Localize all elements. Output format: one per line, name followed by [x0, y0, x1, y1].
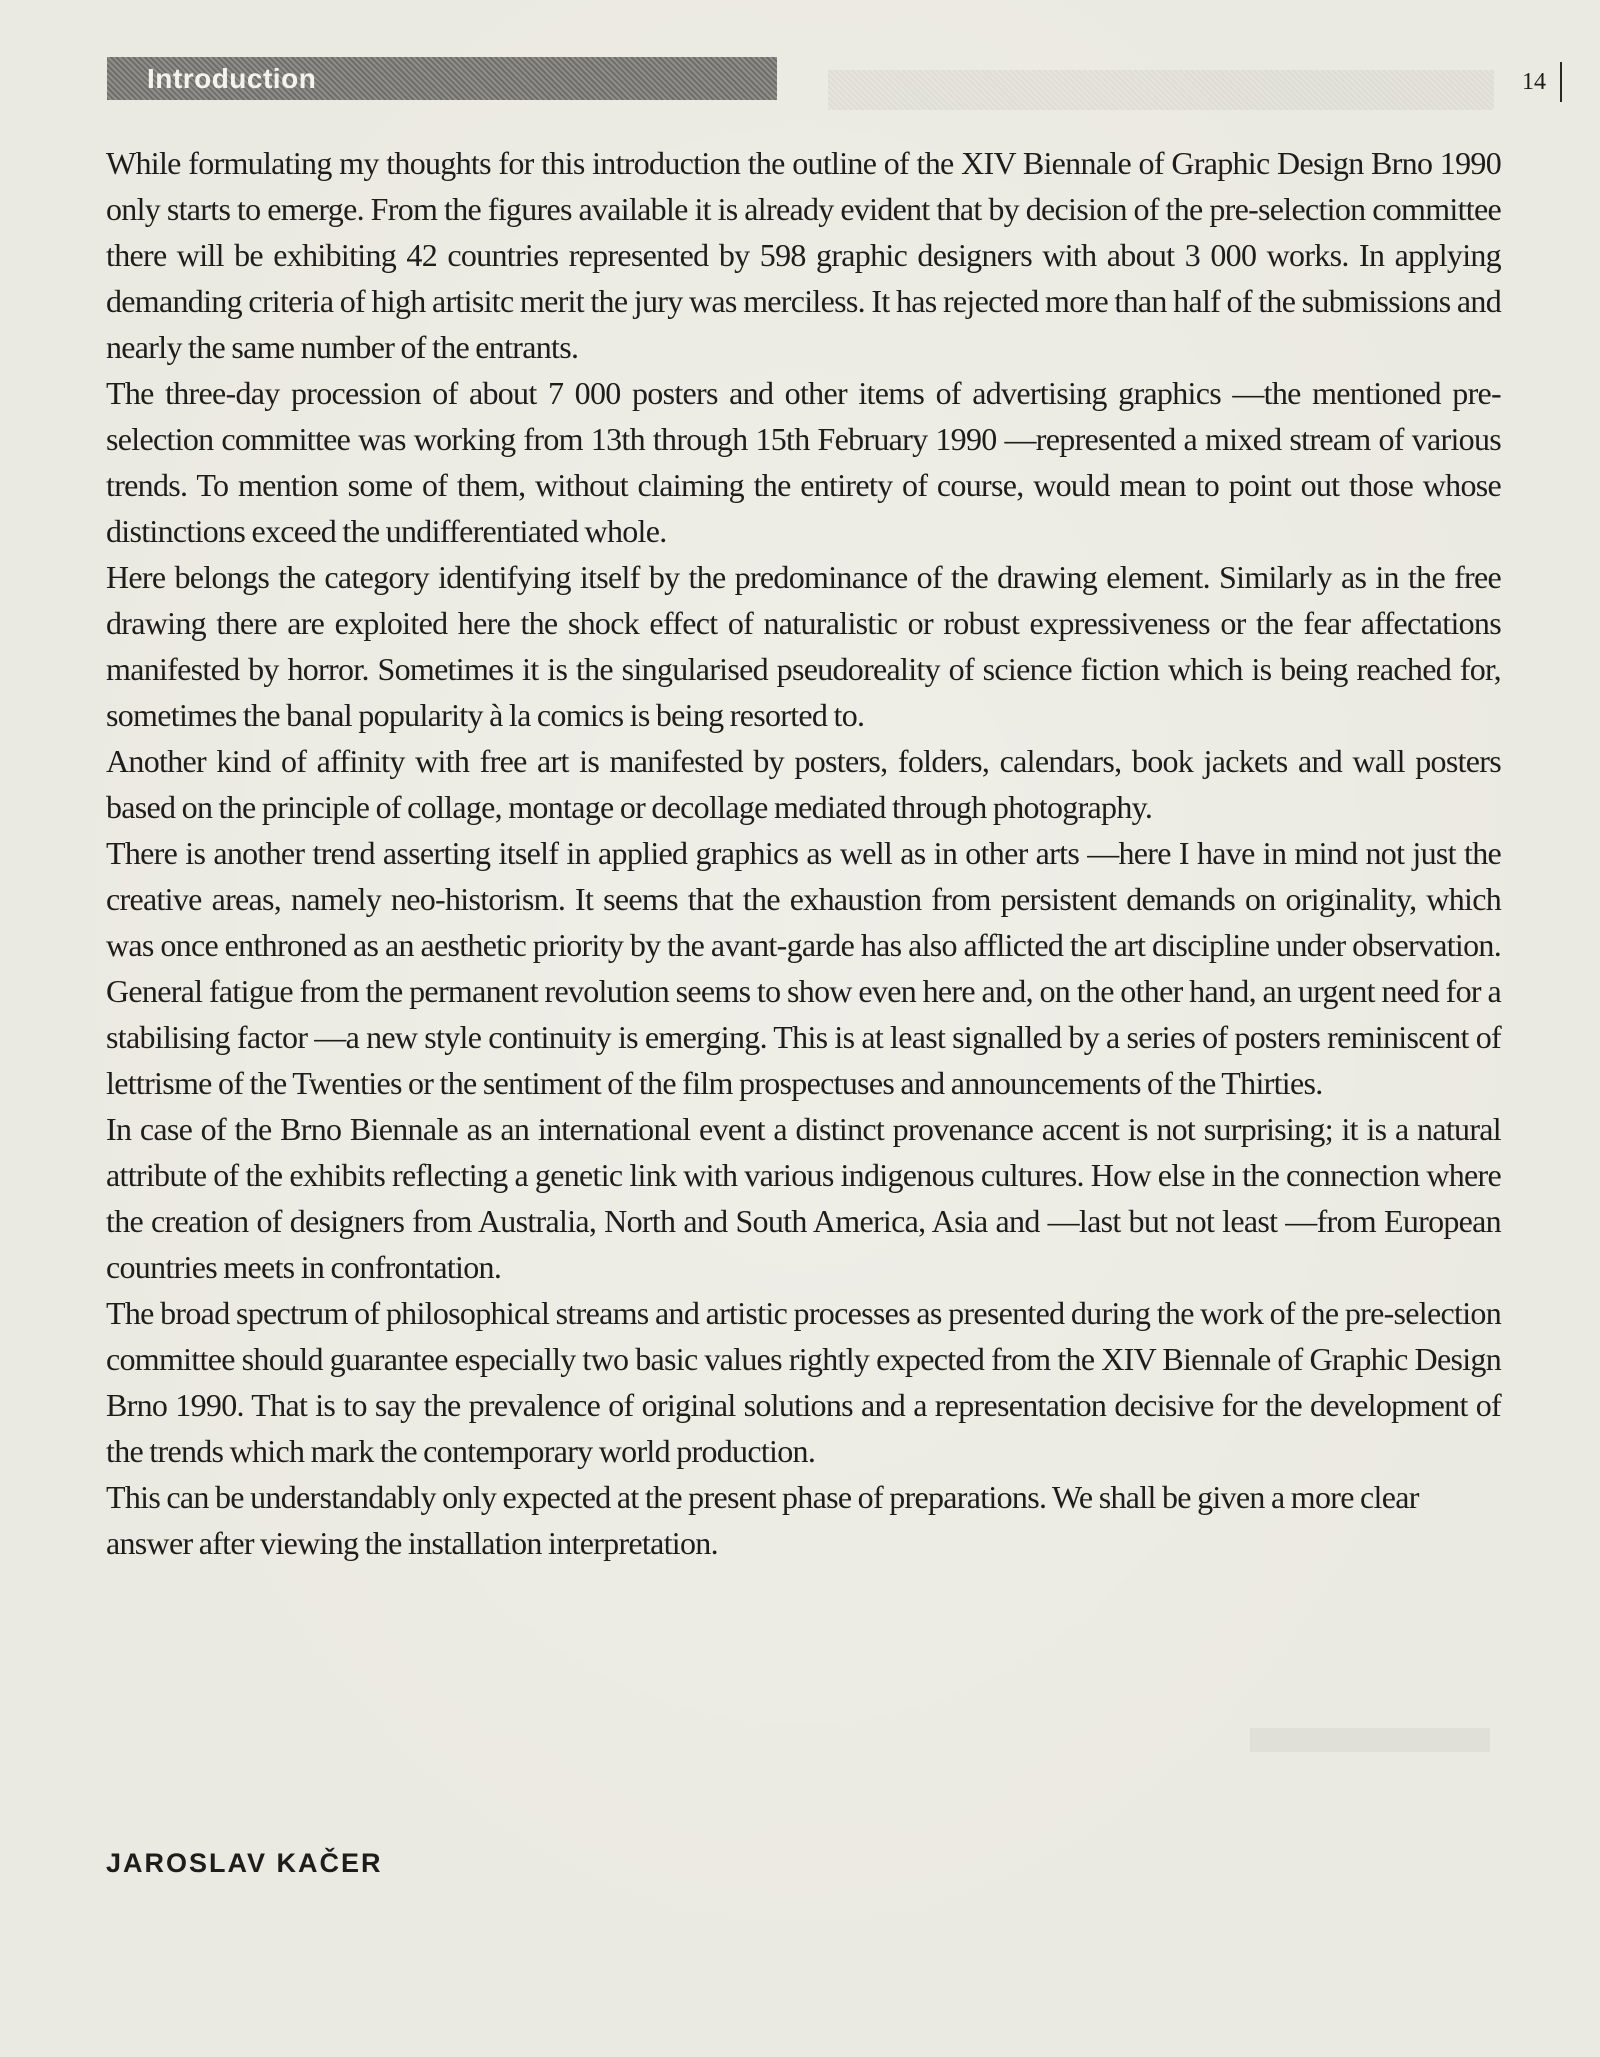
show-through-author — [1250, 1728, 1490, 1752]
paragraph: There is another trend asserting itself in applied graphics as well as in other arts —here I have in mind not just the creative areas, namely neo-historism. It seems that the exhaustion from persistent demands on originality, which was once enthroned as an aesthetic priority by the avant-garde has also afflicted the art discipline under observation. General fatigue from the permanent revolution seems to show even here and, on the other hand, an urgent need for a stabilising factor —a new style continuity is emerging. This is at least signalled by a series of posters reminiscent of lettrisme of the Twenties or the sentiment of the film prospectuses and announcements of the Thirties. — [106, 835, 1501, 1101]
paragraph: In case of the Brno Biennale as an international event a distinct provenance accent is not surprising; it is a natural attribute of the exhibits reflecting a genetic link with various indigenous cultures. How else in the connection where the creation of designers from Australia, North and South America, Asia and —last but not least —from European countries meets in confrontation. — [106, 1111, 1501, 1285]
page-number: 14 — [1522, 69, 1546, 95]
paragraph: This can be understandably only expected at the present phase of preparations. We shall be given a more clear answer after viewing the installation interpretation. — [106, 1479, 1419, 1561]
paragraph: While formulating my thoughts for this introduction the outline of the XIV Biennale of Graphic Design Brno 1990 only starts to emerge. From the figures available it is already evident that by decision of the pre-selection committee there will be exhibiting 42 countries represented by 598 graphic designers with about 3 000 works. In applying demanding criteria of high artisitc merit the jury was merciless. It has rejected more than half of the submissions and nearly the same number of the entrants. — [106, 145, 1501, 365]
author-name: JAROSLAV KAČER — [106, 1848, 383, 1878]
paragraph: The three-day procession of about 7 000 posters and other items of advertising graphics —the mentioned pre-selection committee was working from 13th through 15th February 1990 —represented a mixed stream of various trends. To mention some of them, without claiming the entirety of course, would mean to point out those whose distinctions exceed the undifferentiated whole. — [106, 375, 1501, 549]
paragraph: Another kind of affinity with free art is manifested by posters, folders, calendars, book jackets and wall posters based on the principle of collage, montage or decollage mediated through photography. — [106, 743, 1501, 825]
section-header-bar — [107, 57, 777, 100]
page-number-rule — [1560, 62, 1562, 102]
section-title: Introduction — [147, 63, 317, 94]
paragraph: Here belongs the category identifying itself by the predominance of the drawing element. Similarly as in the free drawing there are exploited here the shock effect of naturalistic or robust expressiveness or the fear affectations manifested by horror. Sometimes it is the singularised pseudoreality of science fiction which is being reached for, sometimes the banal popularity à la comics is being resorted to. — [106, 559, 1501, 733]
paragraph: The broad spectrum of philosophical streams and artistic processes as presented during the work of the pre-selection committee should guarantee especially two basic values rightly expected from the XIV Biennale of Graphic Design Brno 1990. That is to say the prevalence of original solutions and a representation decisive for the development of the trends which mark the contemporary world production. — [106, 1295, 1501, 1469]
show-through-header-bar — [828, 70, 1494, 110]
article-body — [106, 140, 1501, 1566]
